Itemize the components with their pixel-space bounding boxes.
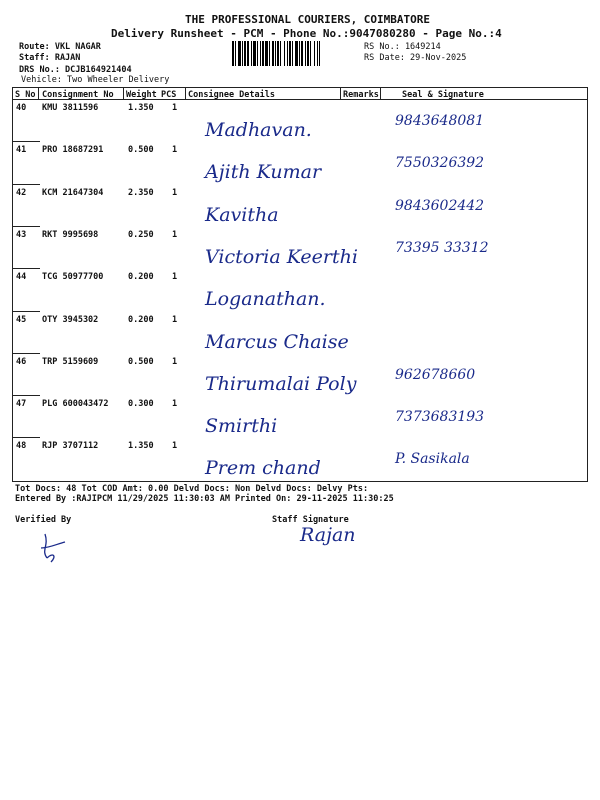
- col-border: [123, 87, 124, 99]
- col-border: [587, 87, 588, 482]
- row-consignment: RJP 3707112: [42, 441, 99, 452]
- col-header-pcs: PCS: [161, 90, 177, 100]
- table-bottom-border: [12, 481, 588, 482]
- seal-handwriting: 9843602442: [395, 197, 485, 214]
- verified-signature: [35, 528, 75, 564]
- col-header-remarks: Remarks: [343, 90, 379, 100]
- col-header-consignment: Consignment No: [42, 90, 114, 100]
- row-sno: 48: [16, 441, 27, 452]
- row-consignment: PLG 600043472: [42, 399, 109, 410]
- seal-handwriting: 7550326392: [395, 155, 485, 172]
- row-pcs: 1: [172, 356, 178, 367]
- row-pcs: 1: [172, 314, 178, 325]
- runsheet-subtitle: Delivery Runsheet - PCM - Phone No.:9047080280 - Page No.:4: [111, 27, 502, 40]
- row-consignment: TCG 50977700: [42, 272, 104, 283]
- rs-number: RS No.: 1649214: [364, 42, 441, 52]
- seal-handwriting: P. Sasikala: [395, 451, 470, 468]
- consignee-handwriting: Loganathan.: [205, 288, 326, 311]
- row-weight: 1.350: [128, 103, 154, 113]
- seal-handwriting: 7373683193: [395, 409, 485, 426]
- row-sno: 44: [16, 272, 27, 283]
- row-weight: 0.500: [128, 356, 154, 367]
- rs-date: RS Date: 29-Nov-2025: [364, 53, 467, 63]
- col-header-sno: S No: [15, 90, 36, 100]
- row-pcs: 1: [172, 187, 178, 198]
- row-pcs: 1: [172, 145, 178, 156]
- row-sno: 40: [16, 103, 27, 113]
- row-consignment: OTY 3945302: [42, 314, 99, 325]
- seal-handwriting: 9843648081: [395, 113, 485, 129]
- vehicle-label: Vehicle: Two Wheeler Delivery: [21, 75, 170, 85]
- consignee-handwriting: Smirthi: [205, 415, 278, 438]
- verified-by-label: Verified By: [15, 515, 72, 525]
- row-divider: [12, 184, 40, 185]
- row-weight: 2.350: [128, 187, 154, 198]
- row-pcs: 1: [172, 441, 178, 452]
- row-pcs: 1: [172, 399, 178, 410]
- consignee-handwriting: Prem chand: [205, 457, 321, 480]
- col-header-seal: Seal & Signature: [402, 90, 484, 100]
- row-sno: 46: [16, 356, 27, 367]
- route-label: Route: VKL NAGAR: [19, 42, 101, 52]
- col-border: [380, 87, 381, 99]
- row-divider: [12, 437, 40, 438]
- row-sno: 41: [16, 145, 27, 156]
- barcode-image: [232, 41, 360, 66]
- row-weight: 1.350: [128, 441, 154, 452]
- totals-line: Tot Docs: 48 Tot COD Amt: 0.00 Delvd Docs: Non Delvd Docs: Delvy Pts:: [15, 484, 369, 494]
- row-divider: [12, 311, 40, 312]
- consignee-handwriting: Marcus Chaise: [205, 330, 349, 353]
- row-consignment: PRO 18687291: [42, 145, 104, 156]
- row-weight: 0.500: [128, 145, 154, 156]
- consignee-handwriting: Kavitha: [205, 203, 279, 226]
- row-sno: 47: [16, 399, 27, 410]
- row-weight: 0.200: [128, 314, 154, 325]
- seal-handwriting: 73395 33312: [395, 239, 489, 256]
- row-sno: 45: [16, 314, 27, 325]
- staff-signature: Rajan: [300, 524, 356, 546]
- row-consignment: TRP 5159609: [42, 356, 99, 367]
- row-sno: 42: [16, 187, 27, 198]
- row-divider: [12, 353, 40, 354]
- consignee-handwriting: Madhavan.: [205, 119, 312, 141]
- col-border: [340, 87, 341, 99]
- row-weight: 0.250: [128, 229, 154, 240]
- col-border: [185, 87, 186, 99]
- row-weight: 0.300: [128, 399, 154, 410]
- col-border: [12, 87, 13, 482]
- row-pcs: 1: [172, 229, 178, 240]
- table-top-border: [12, 87, 588, 88]
- consignee-handwriting: Ajith Kumar: [205, 161, 322, 184]
- row-pcs: 1: [172, 103, 178, 113]
- col-header-weight: Weight: [126, 90, 157, 100]
- staff-label: Staff: RAJAN: [19, 53, 81, 63]
- row-divider: [12, 395, 40, 396]
- row-consignment: RKT 9995698: [42, 229, 99, 240]
- row-divider: [12, 226, 40, 227]
- staff-signature-label: Staff Signature: [272, 515, 349, 525]
- company-title: THE PROFESSIONAL COURIERS, COIMBATORE: [185, 13, 431, 26]
- consignee-handwriting: Thirumalai Poly: [205, 372, 357, 395]
- entered-by-line: Entered By :RAJIPCM 11/29/2025 11:30:03 AM Printed On: 29-11-2025 11:30:25: [15, 494, 394, 504]
- row-pcs: 1: [172, 272, 178, 283]
- drs-label: DRS No.: DCJB164921404: [19, 65, 132, 75]
- row-divider: [12, 141, 40, 142]
- row-sno: 43: [16, 229, 27, 240]
- consignee-handwriting: Victoria Keerthi: [205, 245, 358, 268]
- row-weight: 0.200: [128, 272, 154, 283]
- row-divider: [12, 268, 40, 269]
- col-border: [38, 87, 39, 99]
- col-header-consignee: Consignee Details: [188, 90, 275, 100]
- row-consignment: KMU 3811596: [42, 103, 99, 113]
- row-consignment: KCM 21647304: [42, 187, 104, 198]
- seal-handwriting: 962678660: [395, 366, 476, 383]
